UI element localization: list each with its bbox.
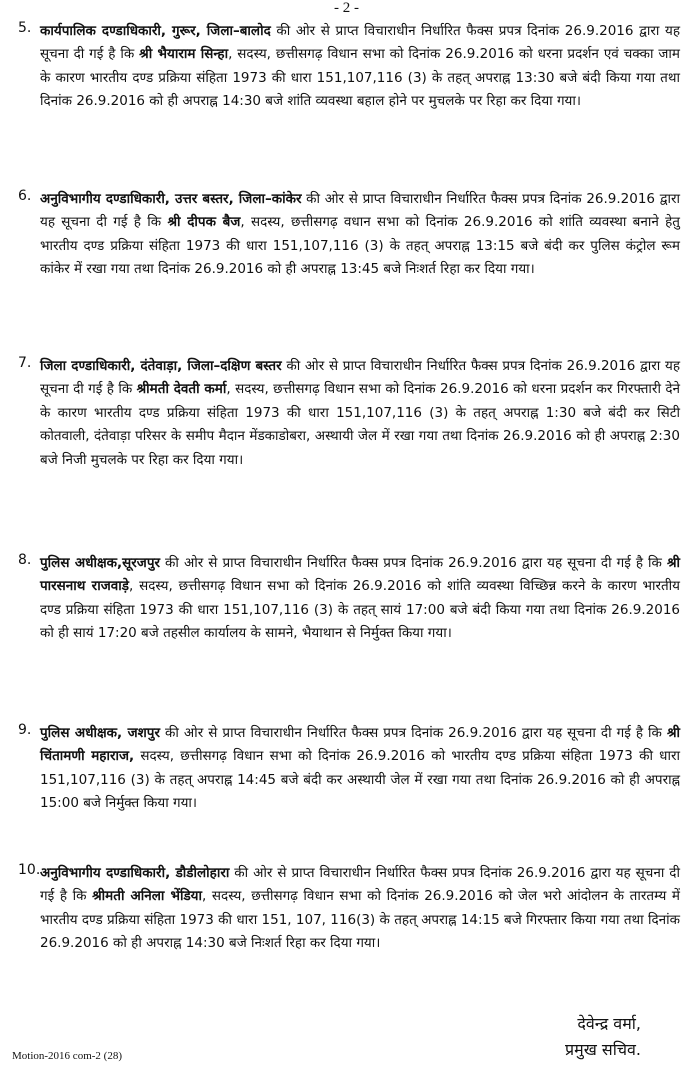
- signature-name: देवेन्द्र वर्मा,: [577, 1014, 641, 1033]
- item-text: कार्यपालिक दण्डाधिकारी, गुरूर, जिला–बालोद की ओर से प्राप्त विचाराधीन निर्धारित फैक्स प्रपत्र दिनांक 26.9.2016 द्वारा यह सूचना दी गई है कि श्री भैयाराम सिन्हा, सदस्य, छत्तीसगढ़ विधान सभा को दिनांक 26.9.2016 को धरना प्रदर्शन एवं चक्का जाम के कारण भारतीय दण्ड प्रक्रिया संहिता 1973 की धारा 151,107,116 (3) के तहत् अपराह्न 13:30 बजे बंदी किया गया तथा दिनांक 26.9.2016 को ही अपराह्न 14:30 बजे शांति व्यवस्था बहाल होने पर मुचलके पर रिहा कर दिया गया।: [40, 23, 680, 110]
- item-number: 9.: [18, 722, 32, 738]
- list-item: [18, 722, 680, 816]
- item-number: 8.: [18, 552, 32, 568]
- list-item: [18, 862, 680, 956]
- item-text: पुलिस अधीक्षक,सूरजपुर की ओर से प्राप्त विचाराधीन निर्धारित फैक्स प्रपत्र दिनांक 26.9.2016 द्वारा यह सूचना दी गई है कि श्री पारसनाथ राजवाड़े, सदस्य, छत्तीसगढ़ विधान सभा को दिनांक 26.9.2016 को शांति व्यवस्था विच्छिन्न करने के कारण भारतीय दण्ड प्रक्रिया संहिता 1973 की धारा 151,107,116 (3) के तहत् सायं 17:00 बजे बंदी किया गया तथा दिनांक 26.9.2016 को ही सायं 17:20 बजे तहसील कार्यालय के सामने, भैयाथान से निर्मुक्त किया गया।: [40, 555, 680, 642]
- item-number: 10.: [18, 862, 41, 878]
- item-number: 6.: [18, 188, 32, 204]
- signature-designation: प्रमुख सचिव.: [565, 1040, 641, 1059]
- list-item: [18, 355, 680, 472]
- item-text: अनुविभागीय दण्डाधिकारी, डौडीलोहारा की ओर से प्राप्त विचाराधीन निर्धारित फैक्स प्रपत्र दिनांक 26.9.2016 द्वारा यह सूचना दी गई है कि श्रीमती अनिला भेंडिया, सदस्य, छत्तीसगढ़ विधान सभा को दिनांक 26.9.2016 को जेल भरो आंदोलन के तारतम्य में भारतीय दण्ड प्रक्रिया संहिता 1973 की धारा 151, 107, 116(3) के तहत् अपराह्न 14:15 बजे गिरफ्तार किया गया तथा दिनांक 26.9.2016 को ही अपराह्न 14:30 बजे निःशर्त रिहा कर दिया गया।: [40, 865, 680, 952]
- list-item: [18, 552, 680, 646]
- list-item: [18, 20, 680, 114]
- item-text: अनुविभागीय दण्डाधिकारी, उत्तर बस्तर, जिला–कांकेर की ओर से प्राप्त विचाराधीन निर्धारित फैक्स प्रपत्र दिनांक 26.9.2016 द्वारा यह सूचना दी गई है कि श्री दीपक बैज, सदस्य, छत्तीसगढ़ वधान सभा को दिनांक 26.9.2016 को शांति व्यवस्था बनाने हेतु भारतीय दण्ड प्रक्रिया संहिता 1973 की धारा 151,107,116 (3) के तहत् अपराह्न 13:15 बजे बंदी कर पुलिस कंट्रोल रूम कांकेर में रखा गया तथा दिनांक 26.9.2016 को ही अपराह्न 13:45 बजे निःशर्त रिहा कर दिया गया।: [40, 191, 680, 278]
- list-item: [18, 188, 680, 282]
- footer-reference: Motion-2016 com-2 (28): [12, 1050, 122, 1062]
- item-text: जिला दण्डाधिकारी, दंतेवाड़ा, जिला–दक्षिण बस्तर की ओर से प्राप्त विचाराधीन निर्धारित फैक्स प्रपत्र दिनांक 26.9.2016 द्वारा यह सूचना दी गई है कि श्रीमती देवती कर्मा, सदस्य, छत्तीसगढ़ विधान सभा को दिनांक 26.9.2016 को धरना प्रदर्शन कर गिरफ्तारी देने के कारण भारतीय दण्ड प्रक्रिया संहिता 1973 की धारा 151,107,116 (3) के तहत् अपराह्न 1:30 बजे बंदी कर सिटी कोतवाली, दंतेवाड़ा परिसर के समीप मैदान मेंडकाडोबरा, अस्थायी जेल में रखा गया तथा दिनांक 26.9.2016 को ही अपराह्न 2:30 बजे निजी मुचलके पर रिहा कर दिया गया।: [40, 358, 681, 468]
- item-text: पुलिस अधीक्षक, जशपुर की ओर से प्राप्त विचाराधीन निर्धारित फैक्स प्रपत्र दिनांक 26.9.2016 द्वारा यह सूचना दी गई है कि श्री चिंतामणी महाराज, सदस्य, छत्तीसगढ़ विधान सभा को दिनांक 26.9.2016 को भारतीय दण्ड प्रक्रिया संहिता 1973 की धारा 151,107,116 (3) के तहत् अपराह्न 14:45 बजे बंदी कर अस्थायी जेल में रखा गया तथा दिनांक 26.9.2016 को ही अपराह्न 15:00 बजे निर्मुक्त किया गया।: [40, 725, 680, 812]
- page-number: - 2 -: [334, 0, 359, 16]
- item-number: 5.: [18, 20, 32, 36]
- item-number: 7.: [18, 355, 32, 371]
